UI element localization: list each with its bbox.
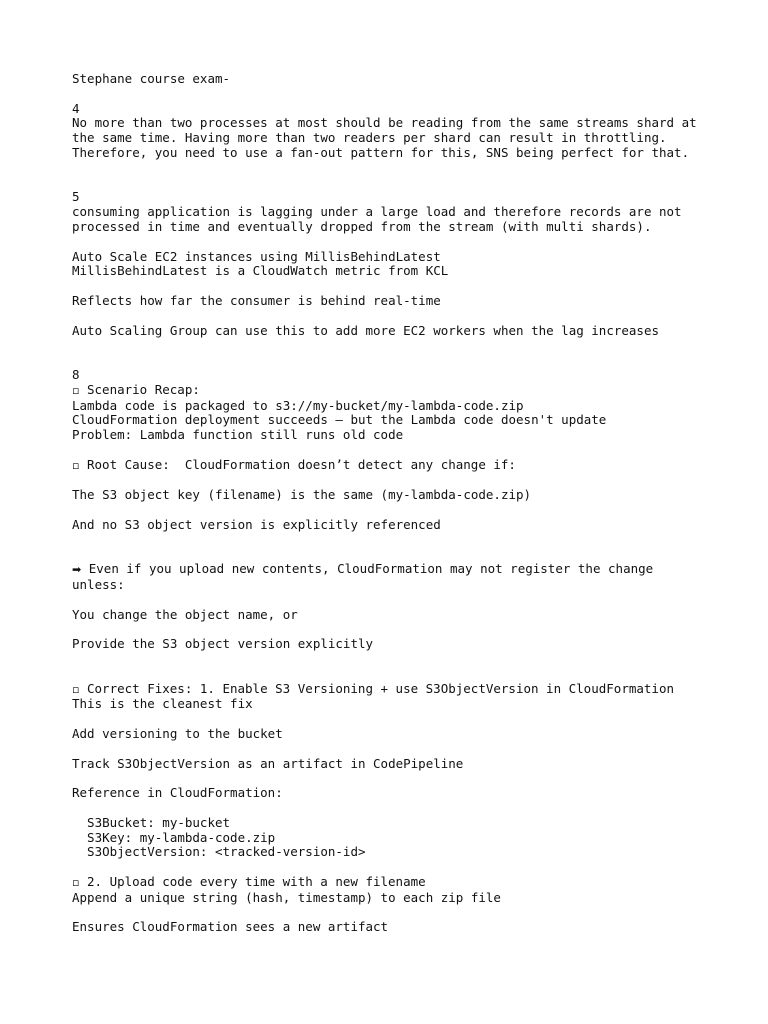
fix-2-heading [72, 875, 752, 891]
q4-text-line: the same time. Having more than two readers per shard can result in throttling. [72, 130, 667, 146]
cleanest-text: This is the cleanest fix [72, 696, 253, 712]
root-cause-label: Root Cause: CloudFormation doesn’t detect any change if: [79, 456, 516, 472]
reference-text: Reference in CloudFormation: [72, 785, 283, 801]
checkbox-icon: ▫ [72, 383, 80, 397]
correct-fixes-label: Correct Fixes: 1. Enable S3 Versioning + use S3ObjectVersion in CloudFormation [79, 680, 674, 696]
provide-version-text: Provide the S3 object version explicitly [72, 636, 374, 652]
even-if-line [72, 562, 752, 578]
root-cause-heading [72, 458, 752, 474]
change-name-text: You change the object name, or [72, 606, 298, 622]
checkbox-icon: ▫ [72, 458, 80, 472]
question-4-number: 4 [72, 100, 80, 116]
question-8-number: 8 [72, 366, 80, 382]
even-if-line-2: unless: [72, 577, 125, 593]
recap-line: Lambda code is packaged to s3://my-bucket/my-lambda-code.zip [72, 397, 524, 413]
q5-reflects: Reflects how far the consumer is behind real-time [72, 292, 441, 308]
ensures-text: Ensures CloudFormation sees a new artifact [72, 919, 389, 935]
q5-text-line: processed in time and eventually dropped from the stream (with multi shards). [72, 218, 652, 234]
checkbox-icon: ▫ [72, 682, 80, 696]
key-same-text: The S3 object key (filename) is the same (my-lambda-code.zip) [72, 487, 532, 503]
recap-line: CloudFormation deployment succeeds — but the Lambda code doesn't update [72, 412, 607, 428]
q5-asg: Auto Scaling Group can use this to add more EC2 workers when the lag increases [72, 322, 659, 338]
code-line: S3Bucket: my-bucket [72, 814, 231, 830]
code-line: S3Key: my-lambda-code.zip [72, 829, 276, 845]
checkbox-icon: ▫ [72, 876, 80, 890]
track-text: Track S3ObjectVersion as an artifact in CodePipeline [72, 755, 464, 771]
correct-fixes-heading [72, 682, 752, 698]
q4-text-line: No more than two processes at most should be reading from the same streams shard at [72, 115, 697, 131]
q5-text-line: consuming application is lagging under a large load and therefore records are not [72, 204, 682, 220]
question-5-number: 5 [72, 189, 80, 205]
recap-line: Problem: Lambda function still runs old code [72, 427, 404, 443]
scenario-recap-label: Scenario Recap: [79, 381, 200, 397]
scenario-recap-heading [72, 383, 752, 399]
even-if-text: Even if you upload new contents, CloudFormation may not register the change [81, 561, 654, 577]
arrow-right-icon: ➡ [72, 563, 82, 577]
add-versioning-text: Add versioning to the bucket [72, 726, 283, 742]
q5-metric: MillisBehindLatest is a CloudWatch metric from KCL [72, 263, 449, 279]
doc-title: Stephane course exam- [72, 71, 231, 86]
document-page [72, 72, 752, 935]
code-line: S3ObjectVersion: <tracked-version-id> [72, 844, 366, 860]
fix-2-label: 2. Upload code every time with a new filename [79, 874, 426, 890]
q5-auto-scale: Auto Scale EC2 instances using MillisBehindLatest [72, 248, 441, 264]
no-version-text: And no S3 object version is explicitly referenced [72, 516, 441, 532]
append-text: Append a unique string (hash, timestamp) to each zip file [72, 889, 501, 905]
q4-text-line: Therefore, you need to use a fan-out pattern for this, SNS being perfect for that. [72, 144, 690, 160]
